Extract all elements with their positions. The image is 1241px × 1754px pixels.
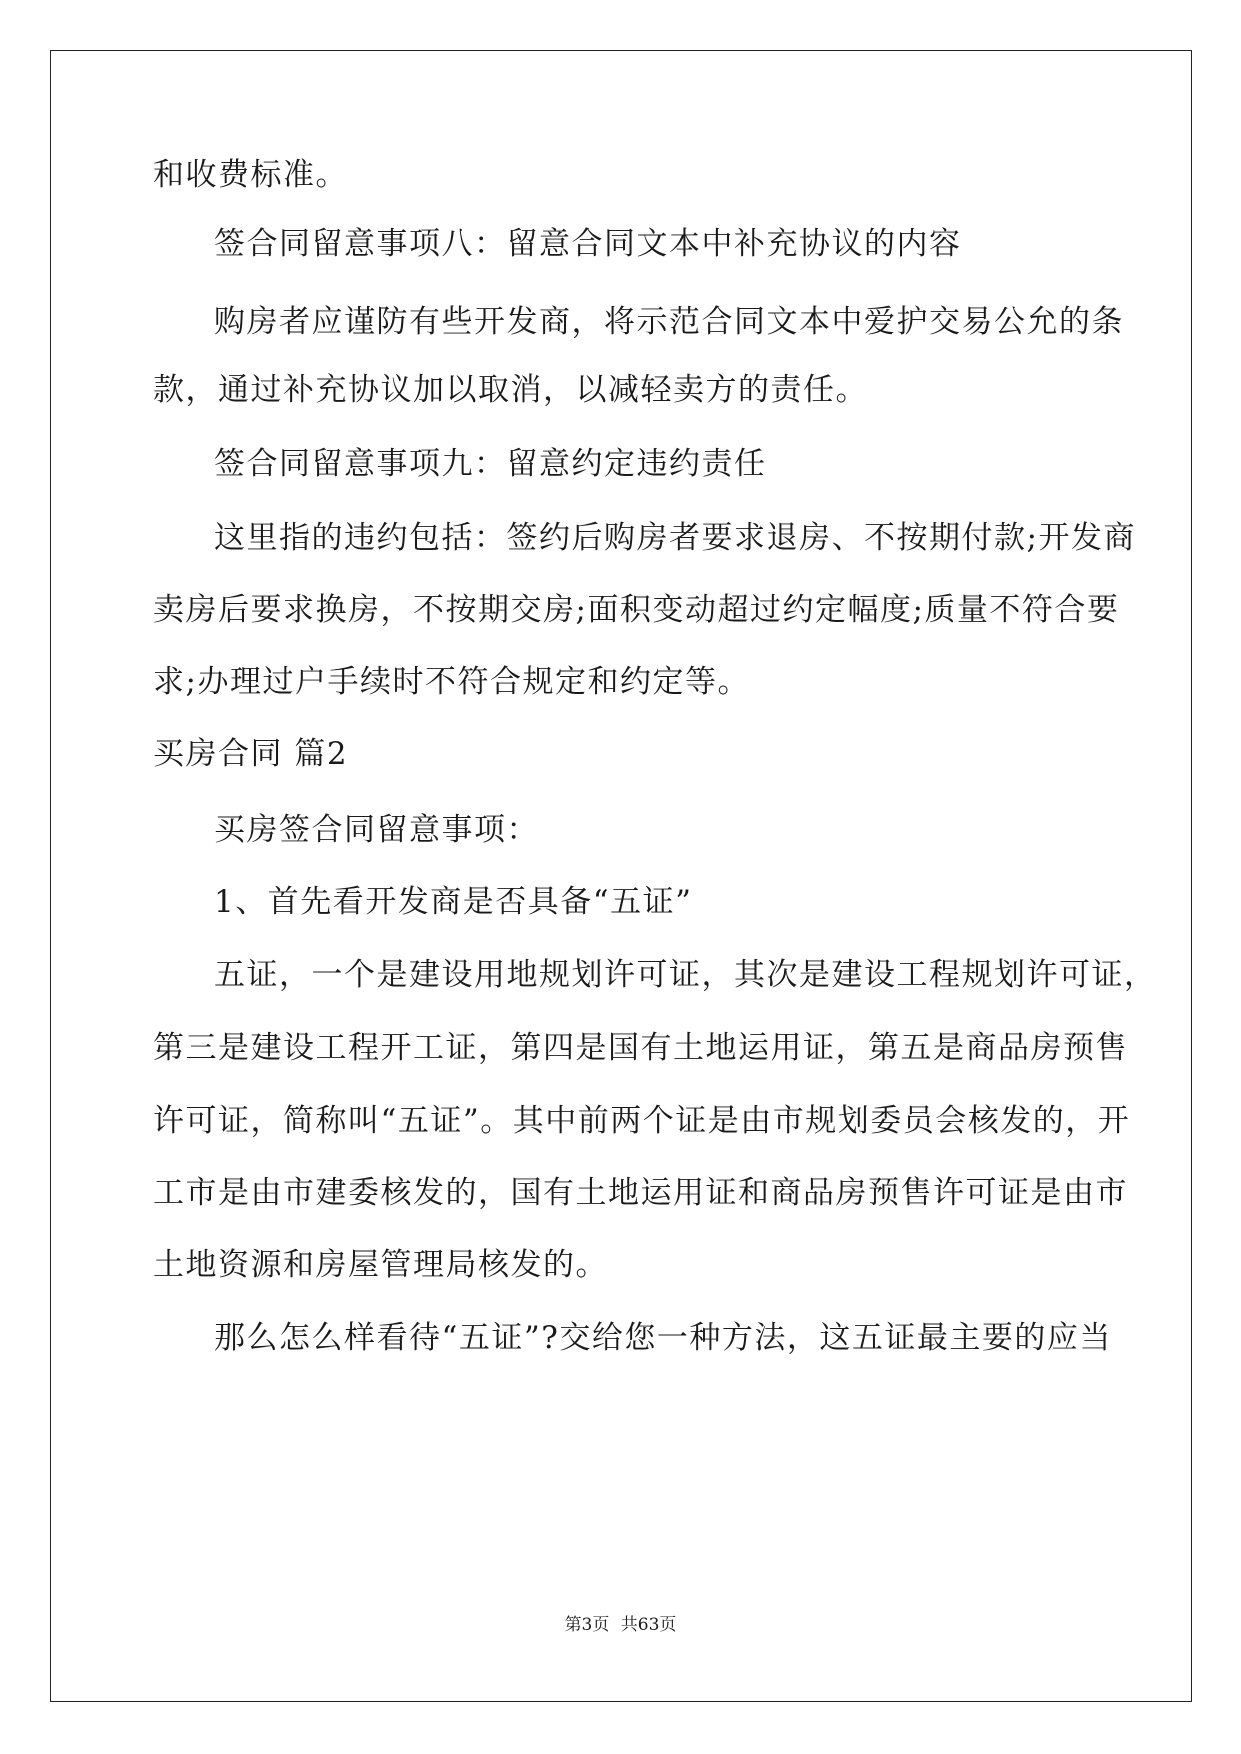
list-item-heading: 1、首先看开发商是否具备“五证”: [214, 884, 693, 920]
chapter-title: 买房合同 篇2: [153, 736, 349, 772]
section-heading: 买房签合同留意事项：: [214, 812, 539, 848]
paragraph-line: 第三是建设工程开工证，第四是国有土地运用证，第五是商品房预售: [153, 1030, 1128, 1066]
page-total: 共63页: [620, 1615, 677, 1635]
section-heading-item-9: 签合同留意事项九：留意约定违约责任: [214, 446, 767, 482]
paragraph-continuation: 和收费标准。: [153, 157, 348, 193]
section-heading-item-8: 签合同留意事项八：留意合同文本中补充协议的内容: [214, 226, 962, 262]
page-number: 第3页: [564, 1615, 610, 1635]
paragraph-line: 款，通过补充协议加以取消，以减轻卖方的责任。: [153, 372, 868, 408]
paragraph-line: 许可证，简称叫“五证”。其中前两个证是由市规划委员会核发的，开: [153, 1103, 1131, 1139]
paragraph-line: 卖房后要求换房，不按期交房;面积变动超过约定幅度;质量不符合要: [153, 592, 1120, 628]
paragraph-line: 那么怎么样看待“五证”?交给您一种方法，这五证最主要的应当: [214, 1320, 1112, 1356]
paragraph-line: 土地资源和房屋管理局核发的。: [153, 1247, 608, 1283]
page-border: [50, 50, 1192, 1702]
page-footer: [0, 1614, 1241, 1636]
paragraph-line: 购房者应谨防有些开发商，将示范合同文本中爱护交易公允的条: [214, 304, 1124, 340]
paragraph-line: 这里指的违约包括：签约后购房者要求退房、不按期付款;开发商: [214, 520, 1136, 556]
paragraph-line: 工市是由市建委核发的，国有土地运用证和商品房预售许可证是由市: [153, 1175, 1128, 1211]
paragraph-line: 五证，一个是建设用地规划许可证，其次是建设工程规划许可证，: [214, 957, 1157, 993]
paragraph-line: 求;办理过户手续时不符合规定和约定等。: [153, 664, 750, 700]
